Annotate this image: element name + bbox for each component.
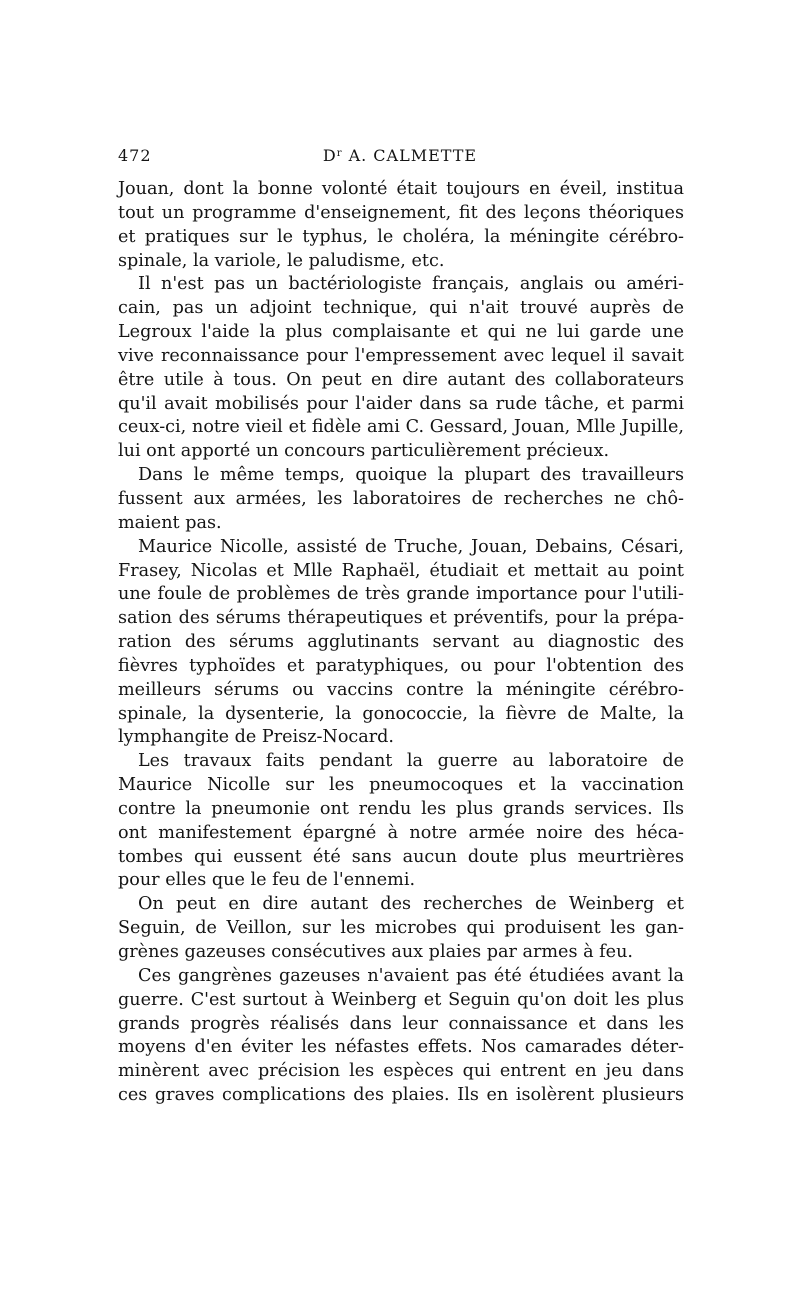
text-line: lui ont apporté un concours particulièrement précieux.: [118, 441, 610, 462]
text-line: ont manifestement épargné à notre armée noire des héca-: [118, 822, 684, 843]
text-line: Maurice Nicolle, assisté de Truche, Jouan, Debains, Césari,: [138, 536, 684, 557]
author-name: A. CALMETTE: [342, 146, 478, 165]
text-line: Il n'est pas un bactériologiste français, anglais ou améri-: [138, 274, 684, 295]
text-line: ration des sérums agglutinants servant au diagnostic des: [118, 632, 684, 653]
text-line: ceux-ci, notre vieil et fidèle ami C. Gessard, Jouan, Mlle Jupille,: [118, 417, 684, 438]
text-line: Dans le même temps, quoique la plupart des travailleurs: [138, 465, 684, 486]
text-line: fussent aux armées, les laboratoires de recherches ne chô-: [118, 488, 684, 509]
text-line: spinale, la variole, le paludisme, etc.: [118, 250, 445, 271]
text-line: spinale, la dysenterie, la gonococcie, la fièvre de Malte, la: [118, 703, 684, 724]
text-line: meilleurs sérums ou vaccins contre la méningite cérébro-: [118, 679, 684, 700]
text-line: qu'il avait mobilisés pour l'aider dans sa rude tâche, et parmi: [118, 393, 684, 414]
text-line: tombes qui eussent été sans aucun doute plus meurtrières: [118, 846, 684, 867]
body-text: [118, 178, 684, 1108]
page-number: 472: [118, 146, 152, 165]
text-line: guerre. C'est surtout à Weinberg et Seguin qu'on doit les plus: [118, 989, 684, 1010]
text-line: Maurice Nicolle sur les pneumocoques et la vaccination: [118, 775, 684, 796]
text-line: sation des sérums thérapeutiques et préventifs, pour la prépa-: [118, 608, 684, 629]
text-line: être utile à tous. On peut en dire autant des collaborateurs: [118, 369, 684, 390]
text-line: moyens d'en éviter les néfastes effets. Nos camarades déter-: [118, 1037, 684, 1058]
text-line: Jouan, dont la bonne volonté était toujours en éveil, institua: [118, 179, 684, 199]
text-line: Frasey, Nicolas et Mlle Raphaël, étudiait et mettait au point: [118, 560, 684, 581]
running-head: [118, 146, 682, 165]
text-line: Legroux l'aide la plus complaisante et qui ne lui garde une: [118, 322, 684, 343]
author-prefix: D: [322, 146, 337, 165]
text-line: fièvres typhoïdes et paratyphiques, ou pour l'obtention des: [118, 655, 684, 676]
text-line: grènes gazeuses consécutives aux plaies par armes à feu.: [118, 942, 634, 962]
text-line: lymphangite de Preisz-Nocard.: [118, 727, 395, 748]
text-line: une foule de problèmes de très grande importance pour l'utili-: [118, 584, 684, 605]
text-line: maient pas.: [118, 512, 222, 533]
text-line: pour elles que le feu de l'ennemi.: [118, 870, 416, 891]
text-line: minèrent avec précision les espèces qui entrent en jeu dans: [118, 1061, 684, 1082]
text-line: Seguin, de Veillon, sur les microbes qui produisent les gan-: [118, 918, 684, 939]
text-line: tout un programme d'enseignement, fit des leçons théoriques: [118, 202, 684, 223]
text-line: cain, pas un adjoint technique, qui n'ait trouvé auprès de: [118, 298, 684, 319]
text-line: vive reconnaissance pour l'empressement avec lequel il savait: [118, 345, 684, 366]
text-line: contre la pneumonie ont rendu les plus grands services. Ils: [118, 798, 684, 819]
author-prefix-superscript: r: [336, 148, 342, 159]
text-line: Les travaux faits pendant la guerre au laboratoire de: [138, 751, 684, 772]
text-line: et pratiques sur le typhus, le choléra, la méningite cérébro-: [118, 226, 684, 247]
text-line: grands progrès réalisés dans leur connaissance et dans les: [118, 1013, 684, 1034]
text-line: Ces gangrènes gazeuses n'avaient pas été étudiées avant la: [138, 965, 684, 986]
page-header: [118, 146, 682, 170]
text-line: On peut en dire autant des recherches de Weinberg et: [138, 894, 684, 915]
text-line: ces graves complications des plaies. Ils en isolèrent plusieurs: [118, 1085, 684, 1106]
